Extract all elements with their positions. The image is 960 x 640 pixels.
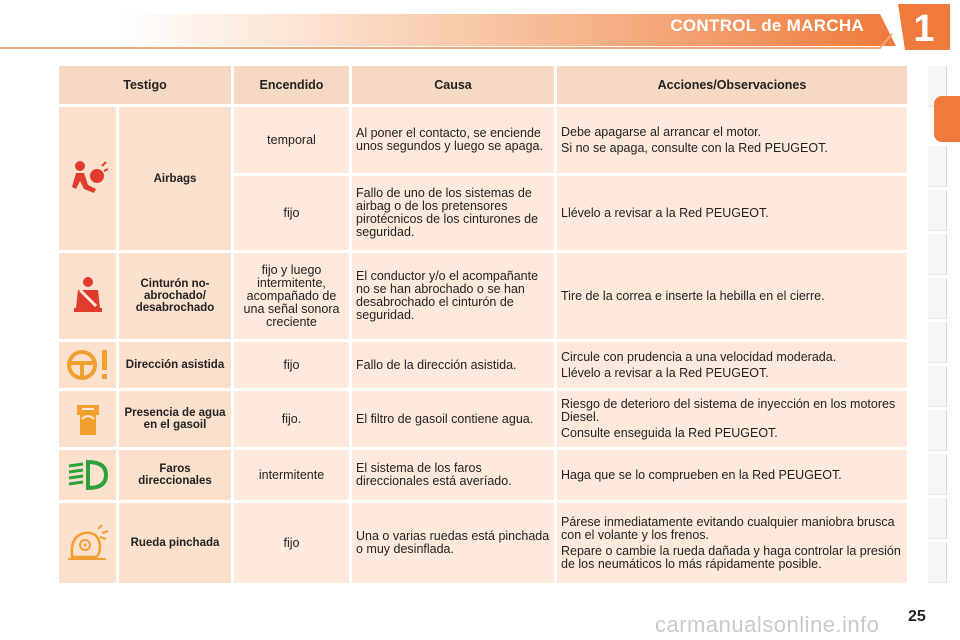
chapter-tab[interactable] xyxy=(928,498,947,539)
chapter-tab[interactable] xyxy=(928,322,947,363)
actions-cell xyxy=(557,176,907,250)
actions-cell xyxy=(557,253,907,339)
warning-name: Airbags xyxy=(119,107,231,250)
action-text: Riesgo de deterioro del sistema de inyección en los motores Diesel. xyxy=(561,397,896,424)
water-in-fuel-icon xyxy=(68,399,108,439)
warning-name: Presencia de agua en el gasoil xyxy=(119,391,231,447)
cause-text: Al poner el contacto, se enciende unos segundos y luego se apaga. xyxy=(352,107,554,173)
cause-text: Fallo de la dirección asistida. xyxy=(352,342,554,388)
chapter-tab[interactable] xyxy=(928,366,947,407)
action-text: Consulte enseguida la Red PEUGEOT. xyxy=(561,426,778,440)
action-text: Debe apagarse al arrancar el motor. xyxy=(561,124,762,139)
chapter-tab[interactable] xyxy=(928,410,947,451)
action-text: Haga que se lo comprueben en la Red PEUGEOT. xyxy=(561,467,842,482)
cause-text: El conductor y/o el acompañante no se han abrochado o se han desabrochado el cinturón de seguridad. xyxy=(352,253,554,339)
lighting-mode: fijo xyxy=(234,342,349,388)
headlamp-icon xyxy=(66,458,110,492)
table-row xyxy=(59,450,907,500)
flat-tyre-icon xyxy=(66,523,110,563)
cause-text: Fallo de uno de los sistemas de airbag o de los pretensores pirotécnicos de los cinturones de seguridad. xyxy=(352,176,554,250)
page-title: CONTROL de MARCHA xyxy=(670,16,864,35)
warning-name: Cinturón no-abrochado/ desabrochado xyxy=(119,253,231,339)
table-header-row xyxy=(59,66,907,104)
warning-icon-cell xyxy=(59,450,116,500)
cause-text: El filtro de gasoil contiene agua. xyxy=(352,391,554,447)
lighting-mode: fijo. xyxy=(234,391,349,447)
chapter-tab-active[interactable] xyxy=(934,96,960,142)
column-header: Testigo xyxy=(59,66,231,104)
chapter-tab[interactable] xyxy=(928,542,947,583)
column-header: Encendido xyxy=(234,66,349,104)
action-text: Tire de la correa e inserte la hebilla en el cierre. xyxy=(561,288,825,303)
table-row xyxy=(59,253,907,339)
lighting-mode: fijo y luego intermitente, acompañado de una señal sonora creciente xyxy=(234,253,349,339)
warning-lights-table xyxy=(56,63,910,586)
lighting-mode: fijo xyxy=(234,503,349,583)
cause-text: Una o varias ruedas está pinchada o muy desinflada. xyxy=(352,503,554,583)
action-text: Llévelo a revisar a la Red PEUGEOT. xyxy=(561,365,769,380)
header-band xyxy=(0,0,960,52)
actions-cell xyxy=(557,342,907,388)
table-row xyxy=(59,391,907,447)
action-text: Párese inmediatamente evitando cualquier maniobra brusca con el volante y los frenos. xyxy=(561,514,895,542)
lighting-mode: fijo xyxy=(234,176,349,250)
chapter-tab[interactable] xyxy=(928,234,947,275)
cause-text: El sistema de los faros direccionales está averíado. xyxy=(352,450,554,500)
actions-cell xyxy=(557,107,907,173)
table-row xyxy=(59,342,907,388)
actions-cell xyxy=(557,391,907,447)
table-row xyxy=(59,503,907,583)
seatbelt-icon xyxy=(68,276,108,316)
warning-name: Faros direccionales xyxy=(119,450,231,500)
actions-cell xyxy=(557,503,907,583)
lighting-mode: intermitente xyxy=(234,450,349,500)
chapter-tab[interactable] xyxy=(928,278,947,319)
chapter-tab[interactable] xyxy=(928,190,947,231)
steering-warning-icon xyxy=(66,347,110,383)
chapter-tabs xyxy=(928,66,960,578)
warning-icon-cell xyxy=(59,503,116,583)
lighting-mode: temporal xyxy=(234,107,349,173)
chapter-tab[interactable] xyxy=(928,146,947,187)
action-text: Llévelo a revisar a la Red PEUGEOT. xyxy=(561,205,769,220)
warning-icon-cell xyxy=(59,253,116,339)
watermark: carmanualsonline.info xyxy=(655,612,880,637)
chapter-tab[interactable] xyxy=(928,454,947,495)
warning-name: Dirección asistida xyxy=(119,342,231,388)
airbag-icon xyxy=(68,159,108,199)
column-header: Causa xyxy=(352,66,554,104)
table-row xyxy=(59,107,907,173)
warning-icon-cell xyxy=(59,342,116,388)
warning-icon-cell xyxy=(59,391,116,447)
column-header: Acciones/Observaciones xyxy=(557,66,907,104)
action-text: Si no se apaga, consulte con la Red PEUGEOT. xyxy=(561,140,828,155)
page-number: 25 xyxy=(908,608,926,625)
actions-cell xyxy=(557,450,907,500)
action-text: Circule con prudencia a una velocidad moderada. xyxy=(561,349,837,364)
warning-name: Rueda pinchada xyxy=(119,503,231,583)
action-text: Repare o cambie la rueda dañada y haga controlar la presión de los neumáticos lo más rápidamente posible. xyxy=(561,543,901,571)
chapter-number: 1 xyxy=(913,8,935,50)
warning-icon-cell xyxy=(59,107,116,250)
